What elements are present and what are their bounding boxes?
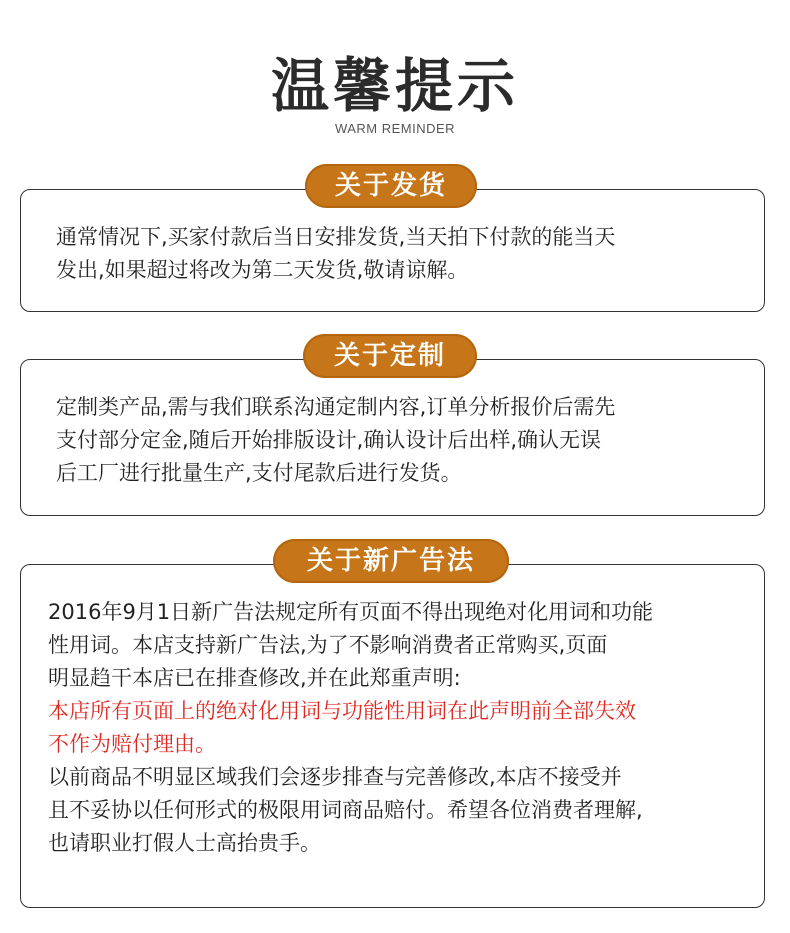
warning-line: 本店所有页面上的绝对化用词与功能性用词在此声明前全部失效 <box>48 699 636 723</box>
text-line: 性用词。本店支持新广告法,为了不影响消费者正常购买,页面 <box>48 633 608 657</box>
text-line: 且不妥协以任何形式的极限用词商品赔付。希望各位消费者理解, <box>48 798 643 822</box>
page-title: 温馨提示 <box>270 52 519 120</box>
ad-law-badge: 关于新广告法 <box>273 539 509 583</box>
ad-law-section <box>20 539 765 909</box>
text-line: 定制类产品,需与我们联系沟通定制内容,订单分析报价后需先 <box>56 395 616 419</box>
customization-badge: 关于定制 <box>303 334 477 378</box>
text-line: 支付部分定金,随后开始排版设计,确认设计后出样,确认无误 <box>56 428 602 452</box>
ad-law-text <box>48 596 760 860</box>
shipping-badge: 关于发货 <box>305 164 477 208</box>
text-line: 通常情况下,买家付款后当日安排发货,当天拍下付款的能当天 <box>56 225 616 249</box>
warning-line: 不作为赔付理由。 <box>48 732 216 756</box>
shipping-section <box>20 164 765 312</box>
shipping-text <box>56 221 736 287</box>
text-line: 明显趋干本店已在排查修改,并在此郑重声明: <box>48 666 461 690</box>
text-line: 后工厂进行批量生产,支付尾款后进行发货。 <box>56 461 462 485</box>
text-line: 以前商品不明显区域我们会逐步排查与完善修改,本店不接受并 <box>48 765 622 789</box>
text-line: 2016年9月1日新广告法规定所有页面不得出现绝对化用词和功能 <box>48 600 654 624</box>
text-line: 发出,如果超过将改为第二天发货,敬请谅解。 <box>56 258 469 282</box>
customization-text <box>56 391 736 490</box>
text-line: 也请职业打假人士高抬贵手。 <box>48 831 321 855</box>
customization-section <box>20 334 765 516</box>
page-subtitle: WARM REMINDER <box>334 121 456 136</box>
